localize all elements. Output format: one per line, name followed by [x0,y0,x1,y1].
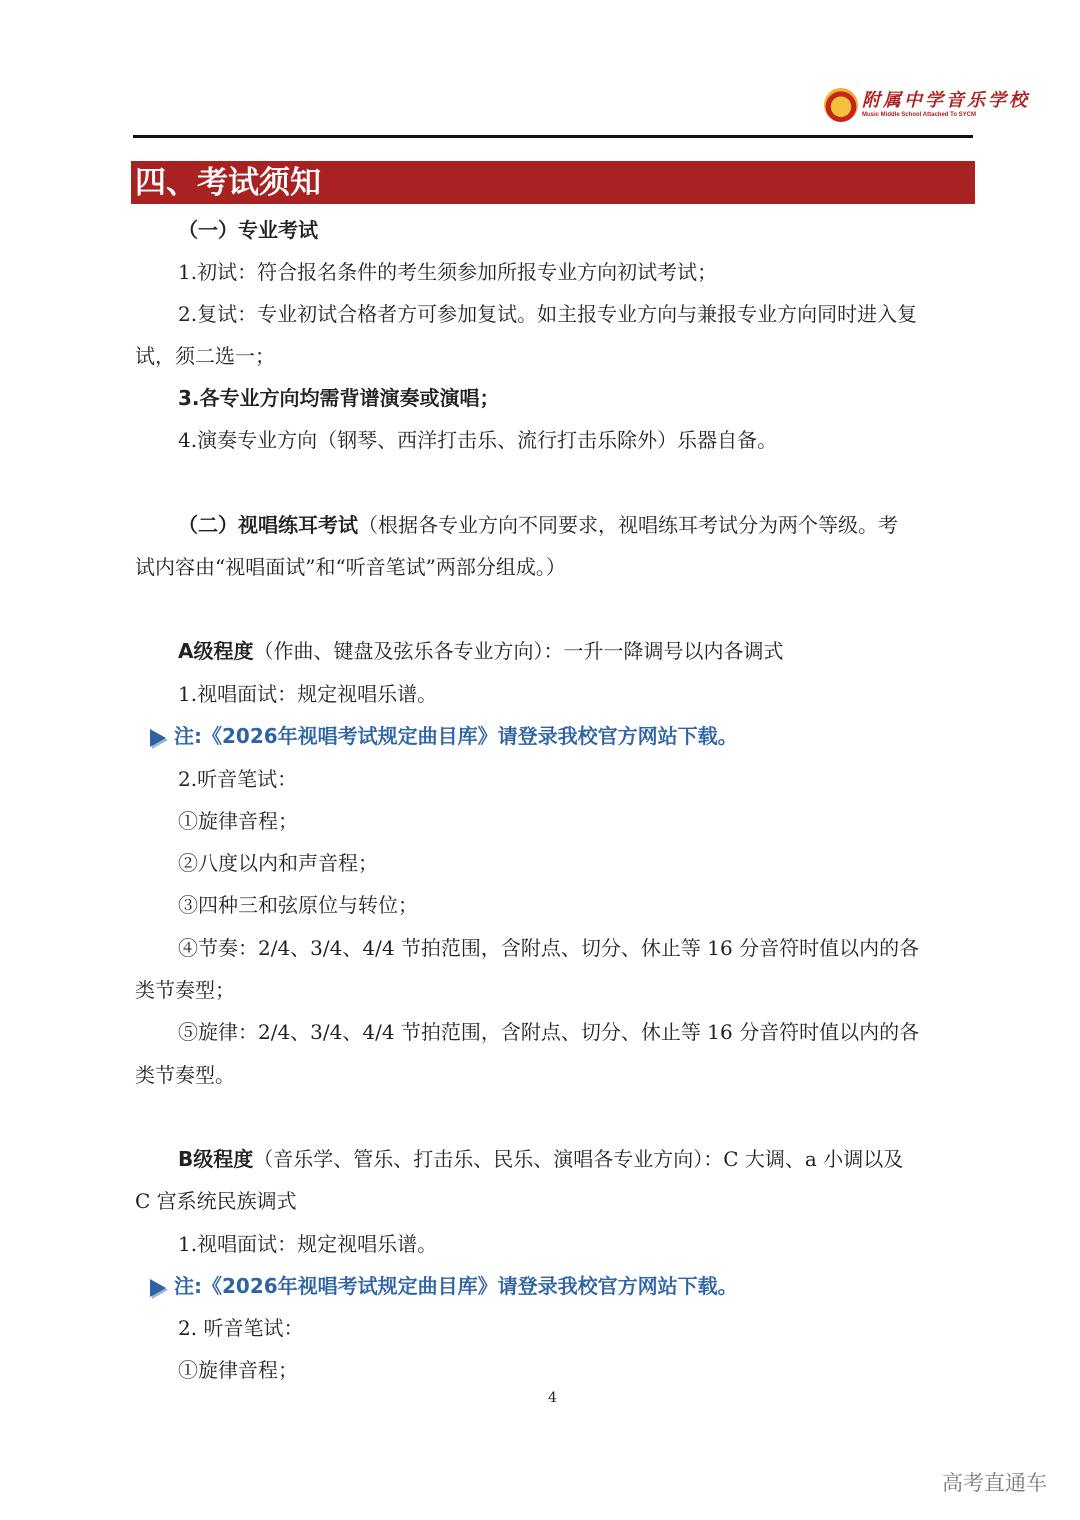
arrow-bullet-icon [150,729,166,747]
level-b-note-text: 注:《2026年视唱考试规定曲目库》请登录我校官方网站下载。 [174,1274,738,1298]
solfege-intro-line2: 试内容由“视唱面试”和“听音笔试”两部分组成。） [135,555,566,579]
level-a-item: ①旋律音程； [178,809,298,833]
level-a-heading [178,637,783,665]
professional-heading: （一）专业考试 [178,218,318,242]
school-logo [824,88,1030,122]
level-a-item: ④节奏：2/4、3/4、4/4 节拍范围，含附点、切分、休止等 16 分音符时值以内的各 [178,936,920,960]
level-b-heading [178,1145,903,1173]
professional-item: 4.演奏专业方向（钢琴、西洋打击乐、流行打击乐除外）乐器自备。 [178,428,778,452]
professional-item: 2.复试：专业初试合格者方可参加复试。如主报专业方向与兼报专业方向同时进入复 [178,302,918,326]
level-b-desc-line2: C 宫系统民族调式 [135,1189,297,1213]
level-a-item: ⑤旋律：2/4、3/4、4/4 节拍范围，含附点、切分、休止等 16 分音符时值以内的各 [178,1020,920,1044]
page-number: 4 [548,1390,557,1406]
level-b-note [150,1272,738,1300]
level-a-item: ③四种三和弦原位与转位； [178,893,418,917]
level-a-desc: （作曲、键盘及弦乐各专业方向）：一升一降调号以内各调式 [253,639,784,663]
professional-item: 1.初试：符合报名条件的考生须参加所报专业方向初试考试； [178,260,718,284]
level-b-title: B级程度 [178,1147,254,1171]
solfege-heading: （二）视唱练耳考试 [178,513,358,537]
logo-chinese-name: 附属中学音乐学校 [862,90,1030,111]
section-banner [131,161,975,204]
header-divider [133,135,973,138]
level-a-item: 类节奏型。 [135,1063,235,1087]
level-a-item: 类节奏型； [135,978,235,1002]
watermark: 高考直通车 [942,1471,1047,1495]
level-b-item: ①旋律音程； [178,1358,298,1382]
level-a-oral: 1.视唱面试：规定视唱乐谱。 [178,682,438,706]
level-a-title: A级程度 [178,639,254,663]
level-a-note-text: 注:《2026年视唱考试规定曲目库》请登录我校官方网站下载。 [174,724,738,748]
school-emblem-icon [824,88,858,122]
solfege-intro [178,511,898,539]
level-b-written: 2. 听音笔试： [178,1316,304,1340]
solfege-intro-text: （根据各专业方向不同要求，视唱练耳考试分为两个等级。考 [358,513,898,537]
level-b-desc: （音乐学、管乐、打击乐、民乐、演唱各专业方向）：C 大调、a 小调以及 [253,1147,904,1171]
professional-item: 3.各专业方向均需背谱演奏或演唱； [178,386,500,410]
arrow-bullet-icon [150,1279,166,1297]
level-a-item: ②八度以内和声音程； [178,851,378,875]
level-b-oral: 1.视唱面试：规定视唱乐谱。 [178,1232,438,1256]
professional-item: 试，须二选一； [135,344,275,368]
logo-english-name: Music Middle School Attached To SYCM [862,112,977,118]
section-title: 四、考试须知 [135,165,321,201]
level-a-note [150,722,738,750]
level-a-written: 2.听音笔试： [178,767,298,791]
